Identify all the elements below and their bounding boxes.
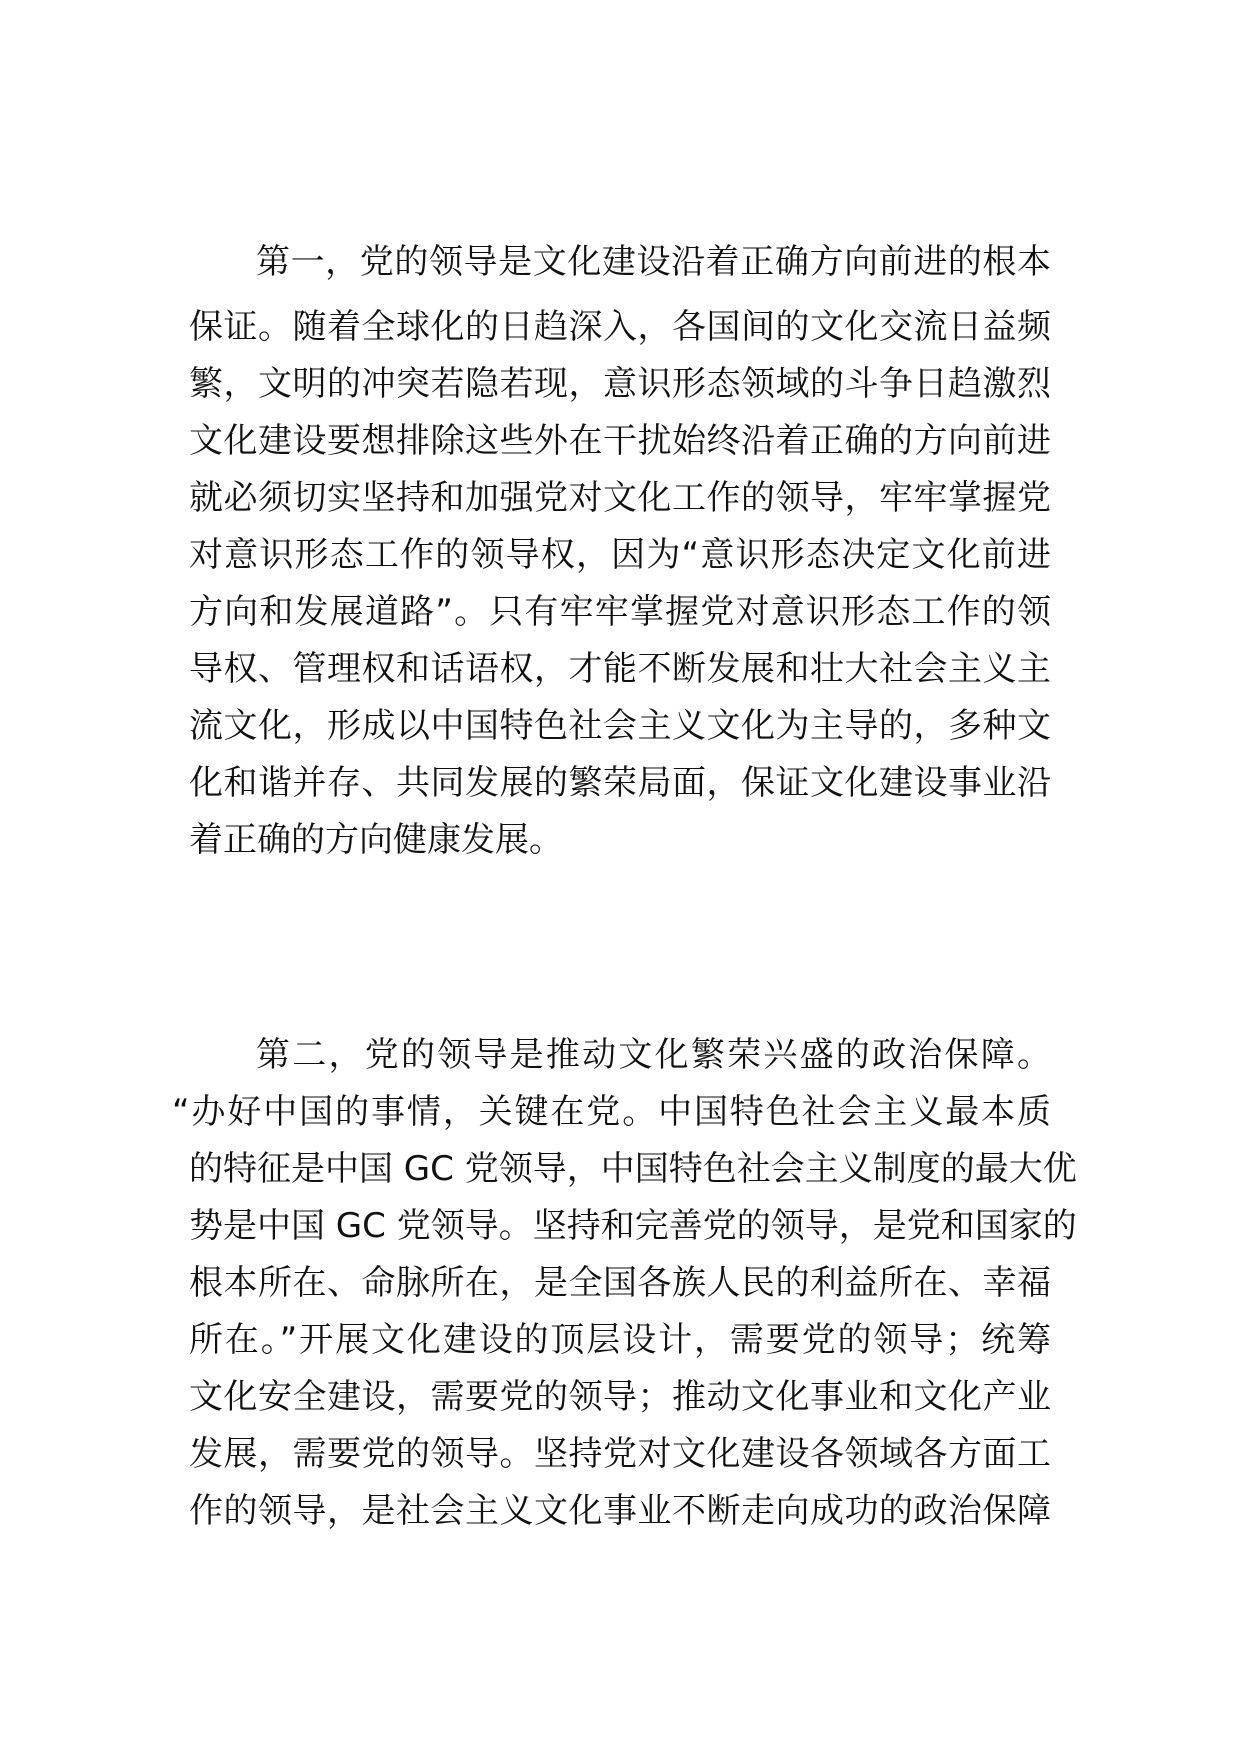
paragraph-1-line-1: 第一，党的领导是文化建设沿着正确方向前进的根本: [256, 242, 1051, 282]
paragraph-1-line-4: 文化建设要想排除这些外在干扰始终沿着正确的方向前进: [189, 421, 1051, 461]
paragraph-1-line-9: 流文化，形成以中国特色社会主义文化为主导的，多种文: [189, 706, 1051, 746]
paragraph-1-line-8: 导权、管理权和话语权，才能不断发展和壮大社会主义主: [189, 649, 1051, 689]
paragraph-2-line-2: “办好中国的事情，关键在党。中国特色社会主义最本质: [172, 1092, 1051, 1132]
paragraph-2-line-7: 文化安全建设，需要党的领导；推动文化事业和文化产业: [189, 1377, 1051, 1417]
paragraph-2-line-9: 作的领导，是社会主义文化事业不断走向成功的政治保障: [189, 1491, 1051, 1531]
paragraph-1-line-3: 繁，文明的冲突若隐若现，意识形态领域的斗争日趋激烈: [189, 364, 1051, 404]
paragraph-1-line-10: 化和谐并存、共同发展的繁荣局面，保证文化建设事业沿: [189, 763, 1051, 803]
paragraph-2-line-5: 根本所在、命脉所在，是全国各族人民的利益所在、幸福: [189, 1263, 1051, 1303]
paragraph-1-line-6: 对意识形态工作的领导权，因为“意识形态决定文化前进: [189, 535, 1051, 575]
paragraph-1-line-2: 保证。随着全球化的日趋深入，各国间的文化交流日益频: [189, 307, 1051, 347]
paragraph-1-line-7: 方向和发展道路”。只有牢牢掌握党对意识形态工作的领: [189, 592, 1051, 632]
paragraph-2-line-6: 所在。”开展文化建设的顶层设计，需要党的领导；统筹: [189, 1320, 1051, 1360]
paragraph-2-line-8: 发展，需要党的领导。坚持党对文化建设各领域各方面工: [189, 1434, 1051, 1474]
paragraph-1-line-5: 就必须切实坚持和加强党对文化工作的领导，牢牢掌握党: [189, 478, 1051, 518]
paragraph-2-line-1: 第二，党的领导是推动文化繁荣兴盛的政治保障。: [256, 1035, 1051, 1075]
paragraph-1-line-11: 着正确的方向健康发展。: [189, 820, 563, 860]
paragraph-2-line-3: 的特征是中国 GC 党领导，中国特色社会主义制度的最大优: [189, 1149, 1077, 1189]
paragraph-2-line-4: 势是中国 GC 党领导。坚持和完善党的领导，是党和国家的: [189, 1206, 1077, 1246]
